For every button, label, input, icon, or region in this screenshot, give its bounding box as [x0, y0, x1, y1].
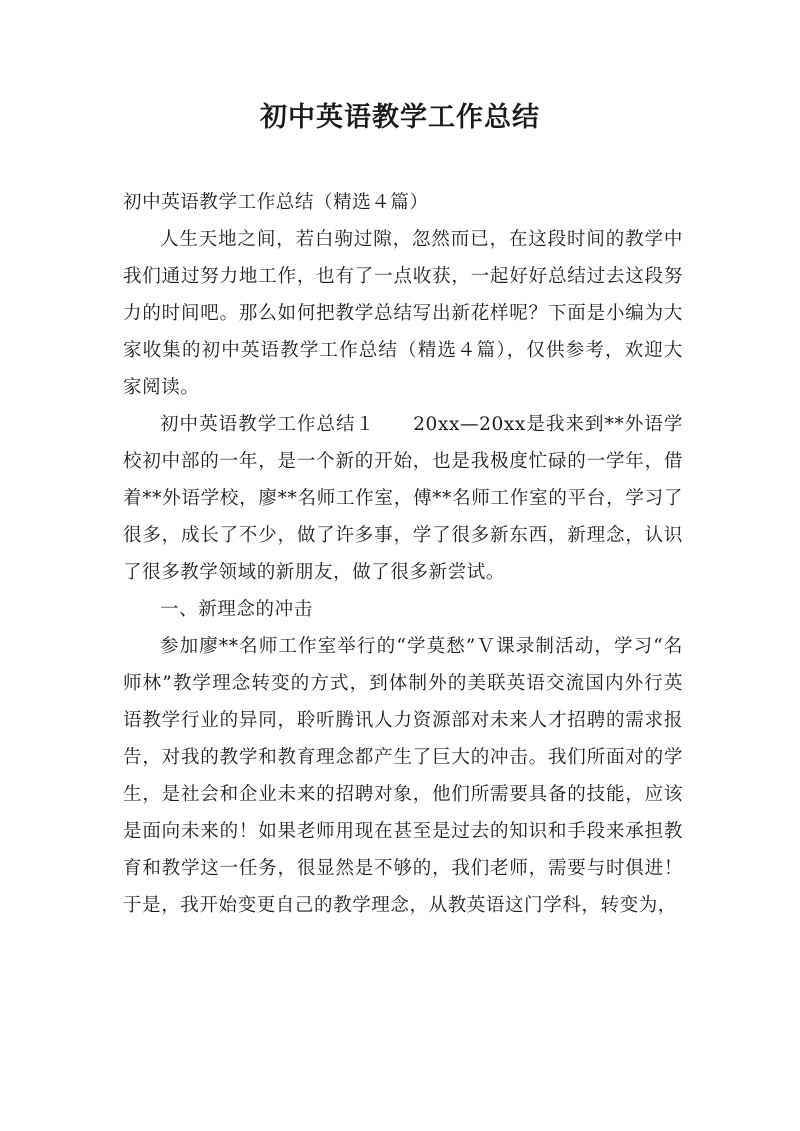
- section-1-heading: 初中英语教学工作总结１: [160, 414, 376, 435]
- subheading-new-concept: 一、新理念的冲击: [160, 599, 313, 620]
- document-title: 初中英语教学工作总结: [260, 102, 540, 133]
- section-1-paragraph: [123, 406, 683, 591]
- section-1-text: 20xx—20xx是我来到**外语学校初中部的一年，是一个新的开始，也是我极度忙碌的一学年，借着**外语学校，廖**名师工作室，傅**名师工作室的平台，学习了很多，成长了不少，做了许多事，学了很多新东西，新理念，认识了很多教学领域的新朋友，做了很多新尝试。: [123, 414, 683, 583]
- body-paragraph-1: 参加廖**名师工作室举行的“学莫愁”Ｖ课录制活动，学习“名师林”教学理念转变的方式，到体制外的美联英语交流国内外行英语教学行业的异同，聆听腾讯人力资源部对未来人才招聘的需求报告，对我的教学和教育理念都产生了巨大的冲击。我们所面对的学生，是社会和企业未来的招聘对象，他们所需要具备的技能，应该是面向未来的！如果老师用现在甚至是过去的知识和手段来承担教育和教学这一任务，很显然是不够的，我们老师，需要与时俱进！于是，我开始变更自己的教学理念，从教英语这门学科，转变为，: [123, 636, 683, 916]
- intro-paragraph: 人生天地之间，若白驹过隙，忽然而已，在这段时间的教学中我们通过努力地工作，也有了一点收获，一起好好总结过去这段努力的时间吧。那么如何把教学总结写出新花样呢？下面是小编为大家收集的初中英语教学工作总结（精选４篇），仅供参考，欢迎大家阅读。: [123, 229, 683, 398]
- document-subtitle: 初中英语教学工作总结（精选４篇）: [123, 192, 429, 213]
- document-body: [123, 184, 683, 924]
